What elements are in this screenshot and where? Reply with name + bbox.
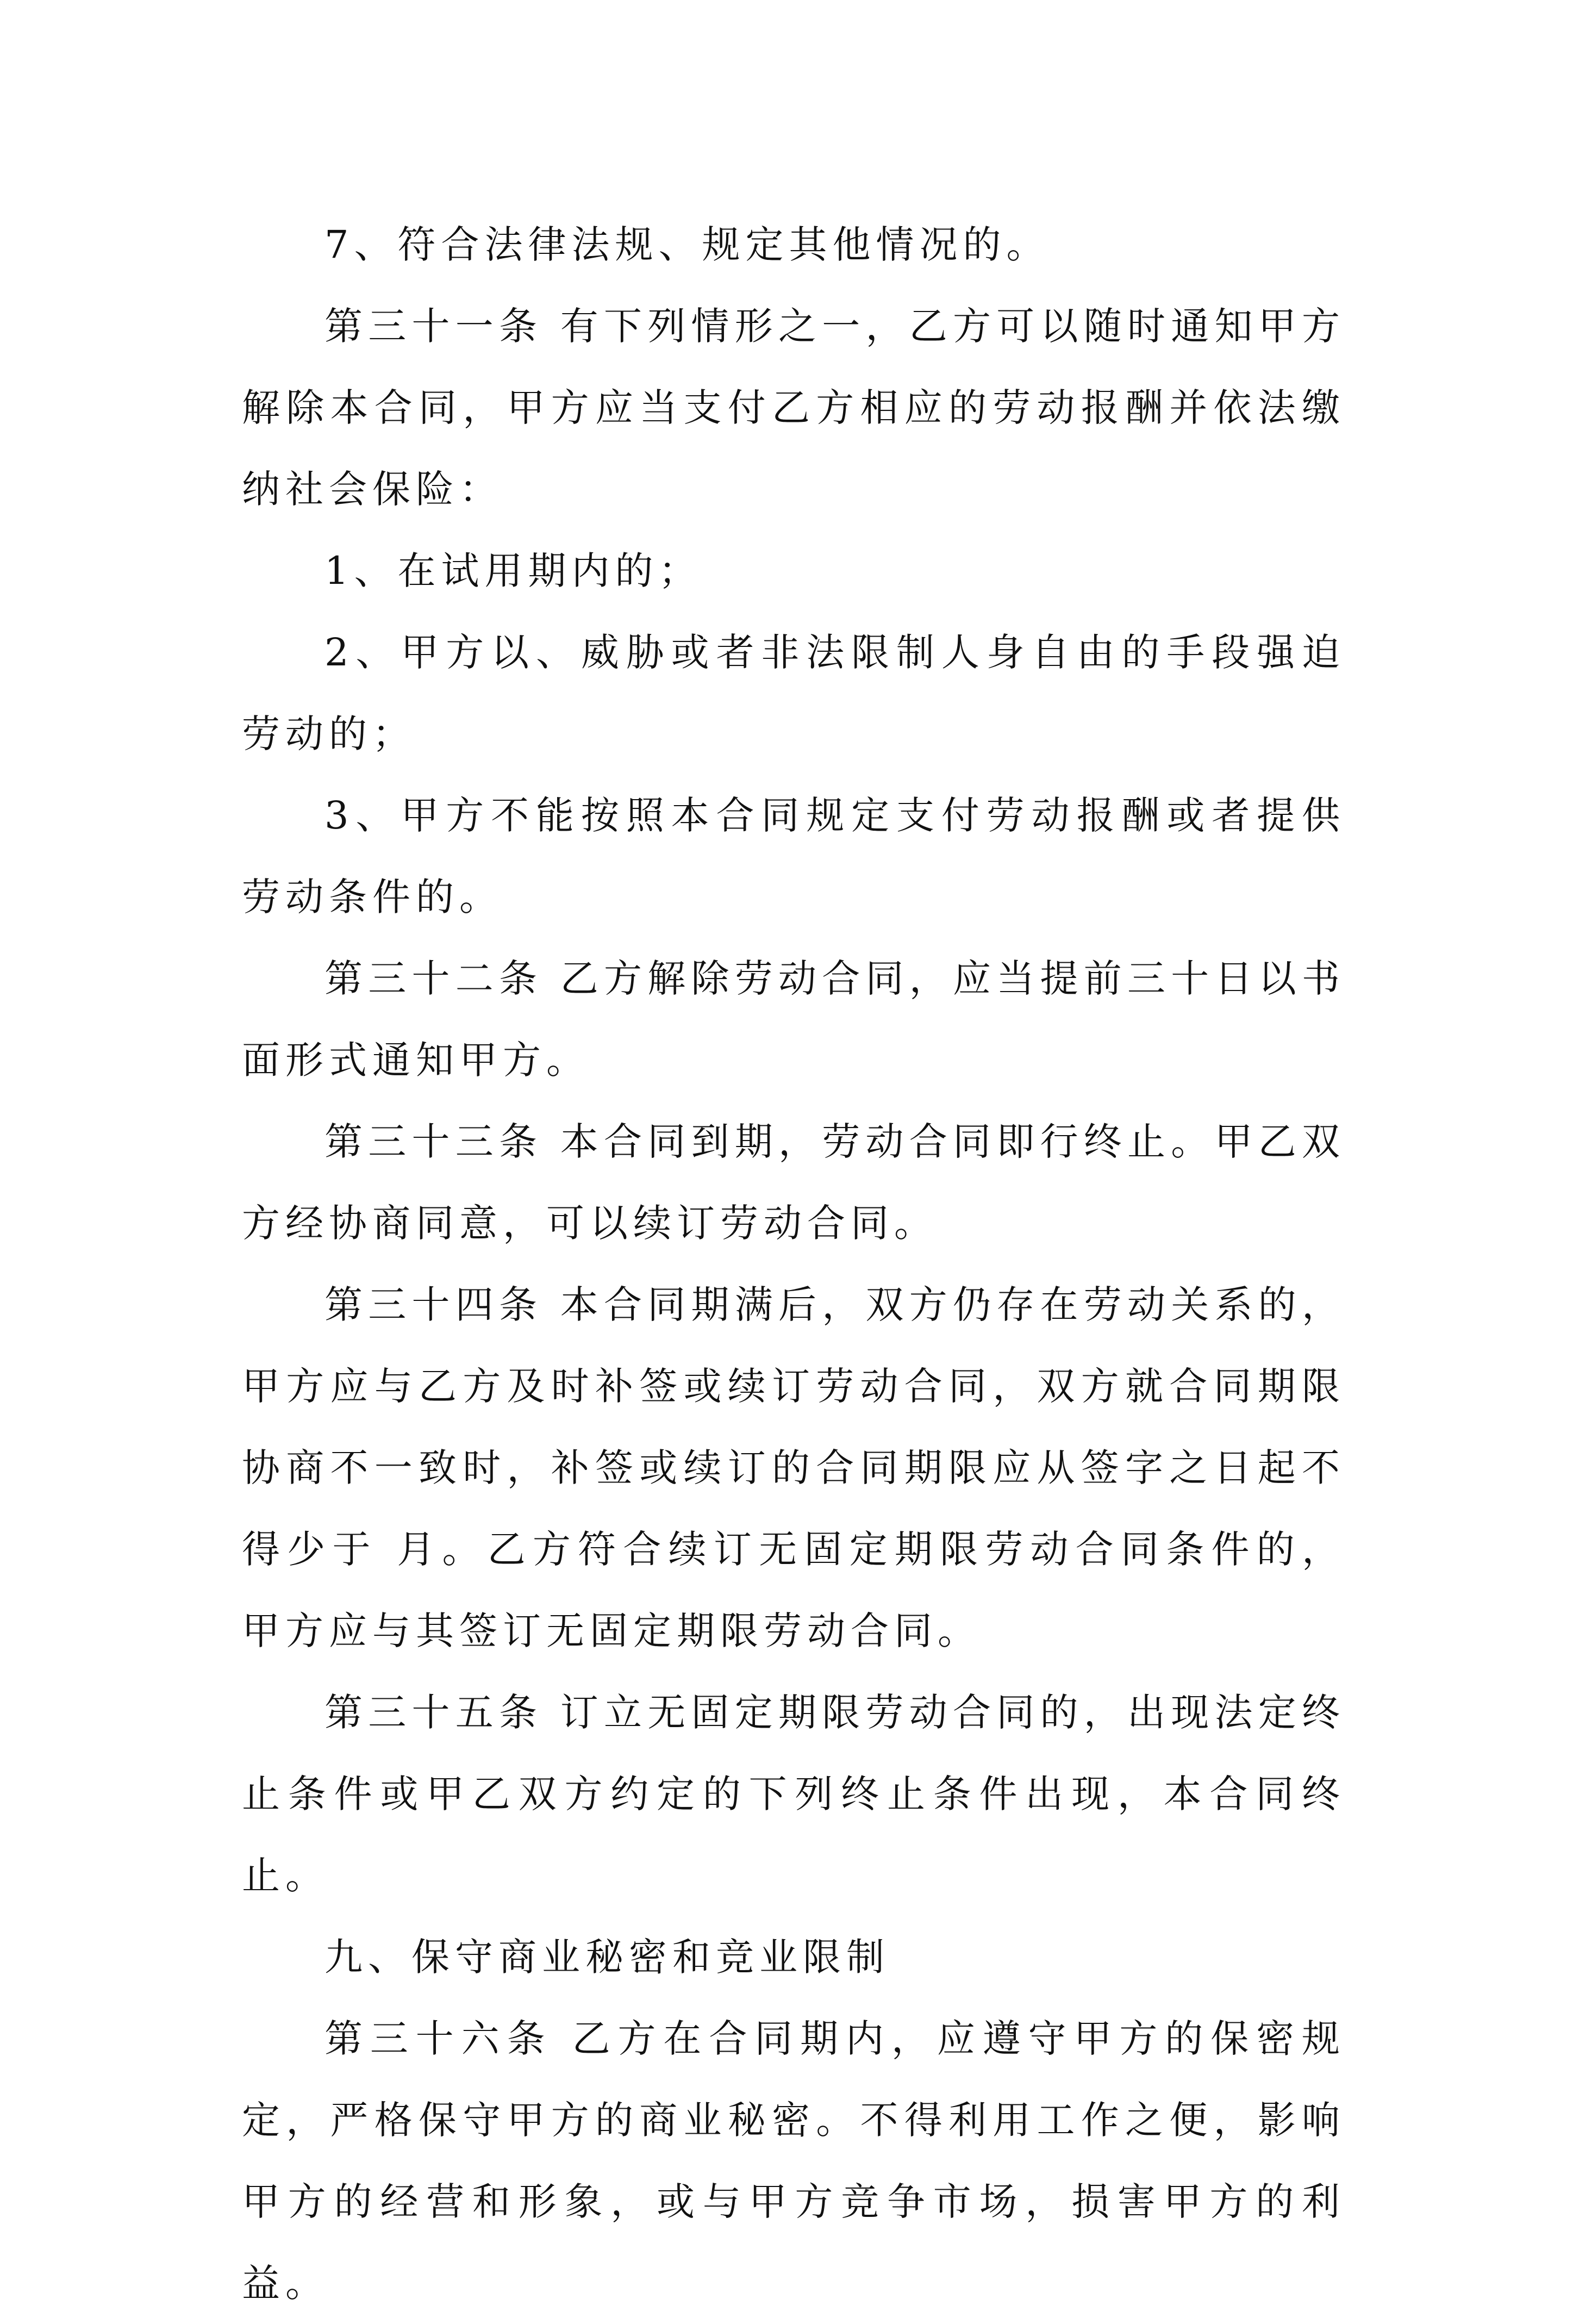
paragraph-article-33: 第三十三条 本合同到期，劳动合同即行终止。甲乙双方经协商同意，可以续订劳动合同。 bbox=[242, 1119, 1345, 1245]
paragraph-item-1: 1、在试用期内的； bbox=[324, 549, 702, 593]
paragraph-item-3: 3、甲方不能按照本合同规定支付劳动报酬或者提供劳动条件的。 bbox=[242, 793, 1345, 919]
paragraph-item-7: 7、符合法律法规、规定其他情况的。 bbox=[324, 222, 1050, 267]
section-heading-confidentiality: 九、保守商业秘密和竞业限制 bbox=[324, 1935, 890, 1979]
paragraph-item-2: 2、甲方以、威胁或者非法限制人身自由的手段强迫劳动的； bbox=[242, 630, 1345, 756]
paragraph-article-32: 第三十二条 乙方解除劳动合同，应当提前三十日以书面形式通知甲方。 bbox=[242, 956, 1345, 1082]
paragraph-article-34: 第三十四条 本合同期满后，双方仍存在劳动关系的，甲方应与乙方及时补签或续订劳动合同，双方就合同期限协商不一致时，补签或续订的合同期限应从签字之日起不得少于 月。乙方符合续订无固定期限劳动合同条件的，甲方应与其签订无固定期限劳动合同。 bbox=[242, 1282, 1345, 1653]
paragraph-article-35: 第三十五条 订立无固定期限劳动合同的，出现法定终止条件或甲乙双方约定的下列终止条件出现，本合同终止。 bbox=[242, 1690, 1345, 1898]
paragraph-article-31: 第三十一条 有下列情形之一，乙方可以随时通知甲方解除本合同，甲方应当支付乙方相应的劳动报酬并依法缴纳社会保险： bbox=[242, 304, 1345, 512]
paragraph-article-36: 第三十六条 乙方在合同期内，应遵守甲方的保密规定，严格保守甲方的商业秘密。不得利用工作之便，影响甲方的经营和形象，或与甲方竞争市场，损害甲方的利益。 bbox=[242, 2016, 1345, 2306]
document-body bbox=[242, 204, 1345, 2324]
